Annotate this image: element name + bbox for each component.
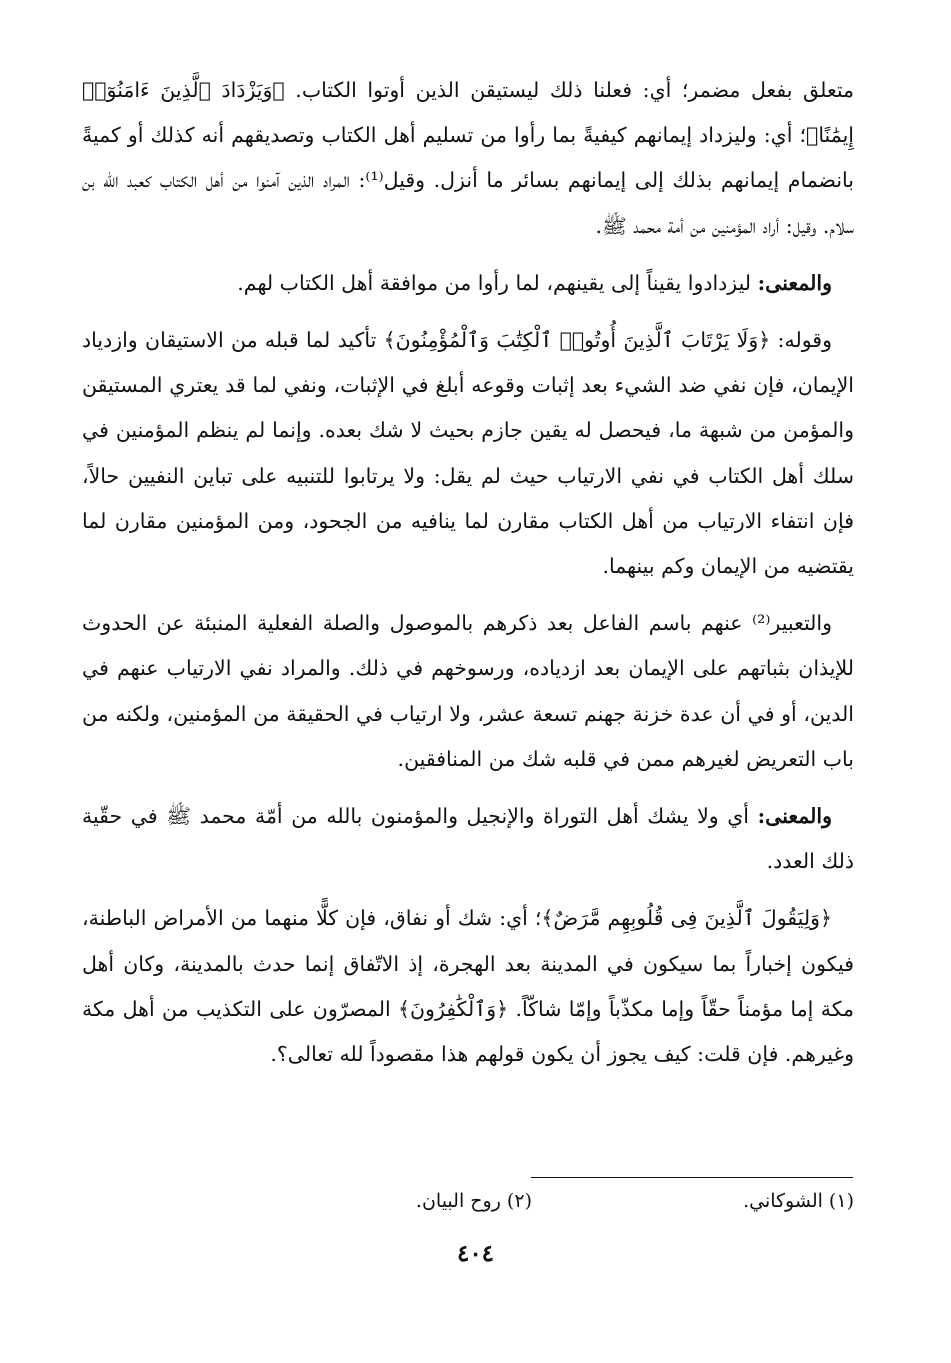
paragraph-4: والتعبير⁽²⁾ عنهم باسم الفاعل بعد ذكرهم بالموصول والصلة الفعلية المنبئة عن الحدوث للإيذان بثباتهم على الإيمان بعد ازدياده، ورسوخهم في ذلك. والمراد نفي الارتياب عنهم في الدين، أو في أن عدة خزنة جهنم تسعة عشر، ولا ارتياب في الحقيقة من المؤمنين، ولكنه من باب التعريض لغيرهم ممن في قلبه شك من المنافقين. xyxy=(82,611,854,771)
paragraph-3: وقوله: ﴿وَلَا يَرْتَابَ ٱلَّذِينَ أُوتُوا۟ ٱلْكِتَٰبَ وَٱلْمُؤْمِنُونَ﴾ تأكيد لما قبله من الاستيقان وازدياد الإيمان، فإن نفي ضد الشيء بعد إثبات وقوعه أبلغ في الإثبات، ونفي لما قد يعتري المستيقن والمؤمن من شبهة ما، فيحصل له يقين جازم بحيث لا شك بعده. وإنما لم ينظم المؤمنين في سلك أهل الكتاب في نفي الارتياب حيث لم يقل: ولا يرتابوا للتنبيه على تباين النفيين حالاً، فإن انتفاء الارتياب من أهل الكتاب مقارن لما ينافيه من الجحود، ومن المؤمنين مقارن لما يقتضيه من الإيمان وكم بينهما. xyxy=(82,328,854,579)
paragraph-2-text: ليزدادوا يقيناً إلى يقينهم، لما رأوا من موافقة أهل الكتاب لهم. xyxy=(237,270,758,295)
meaning-label: والمعنى: xyxy=(757,804,832,829)
page-number: ٤٠٤ xyxy=(456,1240,495,1267)
footnote-2: (٢) روح البيان. xyxy=(415,1190,532,1212)
meaning-label: والمعنى: xyxy=(757,270,832,295)
paragraph-5 xyxy=(82,794,854,884)
footnote-divider xyxy=(531,1177,853,1178)
paragraph-5-text: أي ولا يشك أهل التوراة والإنجيل والمؤمنون بالله من أمّة محمد ﷺ في حقّية ذلك العدد. xyxy=(82,804,854,874)
paragraph-2 xyxy=(82,261,854,306)
footnote-1: (١) الشوكاني. xyxy=(743,1190,854,1212)
paragraph-6: ﴿وَلِيَقُولَ ٱلَّذِينَ فِى قُلُوبِهِم مَّرَضٌ﴾؛ أي: شك أو نفاق، فإن كلًّا منهما من الأمراض الباطنة، فيكون إخباراً بما سيكون في المدينة بعد الهجرة، إذ الاتّفاق إنما حدث بالمدينة، وكان أهل مكة إما مؤمناً حقّاً وإما مكذّباً وإمّا شاكّاً. ﴿وَٱلْكَٰفِرُونَ﴾ المصرّون على التكذيب من أهل مكة وغيرهم. فإن قلت: كيف يجوز أن يكون قولهم هذا مقصوداً لله تعالى؟. xyxy=(82,906,854,1067)
footnotes xyxy=(82,1190,854,1224)
paragraph-1: متعلق بفعل مضمر؛ أي: فعلنا ذلك ليستيقن الذين أوتوا الكتاب. ﴿وَيَزْدَادَ ٱلَّذِينَ ءَامَنُوٓا۟ إِيمَٰنًا﴾؛ أي: وليزداد إيمانهم كيفيةً بما رأوا من تسليم أهل الكتاب وتصديقهم أنه كذلك أو كميةً بانضمام إيمانهم بذلك إلى إيمانهم بسائر ما أنزل. وقيل⁽¹⁾: المراد الذين آمنوا من أهل الكتاب كعبد الله بن سلام. وقيل: أراد المؤمنين من أمة محمد ﷺ. xyxy=(82,78,855,238)
main-text xyxy=(82,68,854,1089)
